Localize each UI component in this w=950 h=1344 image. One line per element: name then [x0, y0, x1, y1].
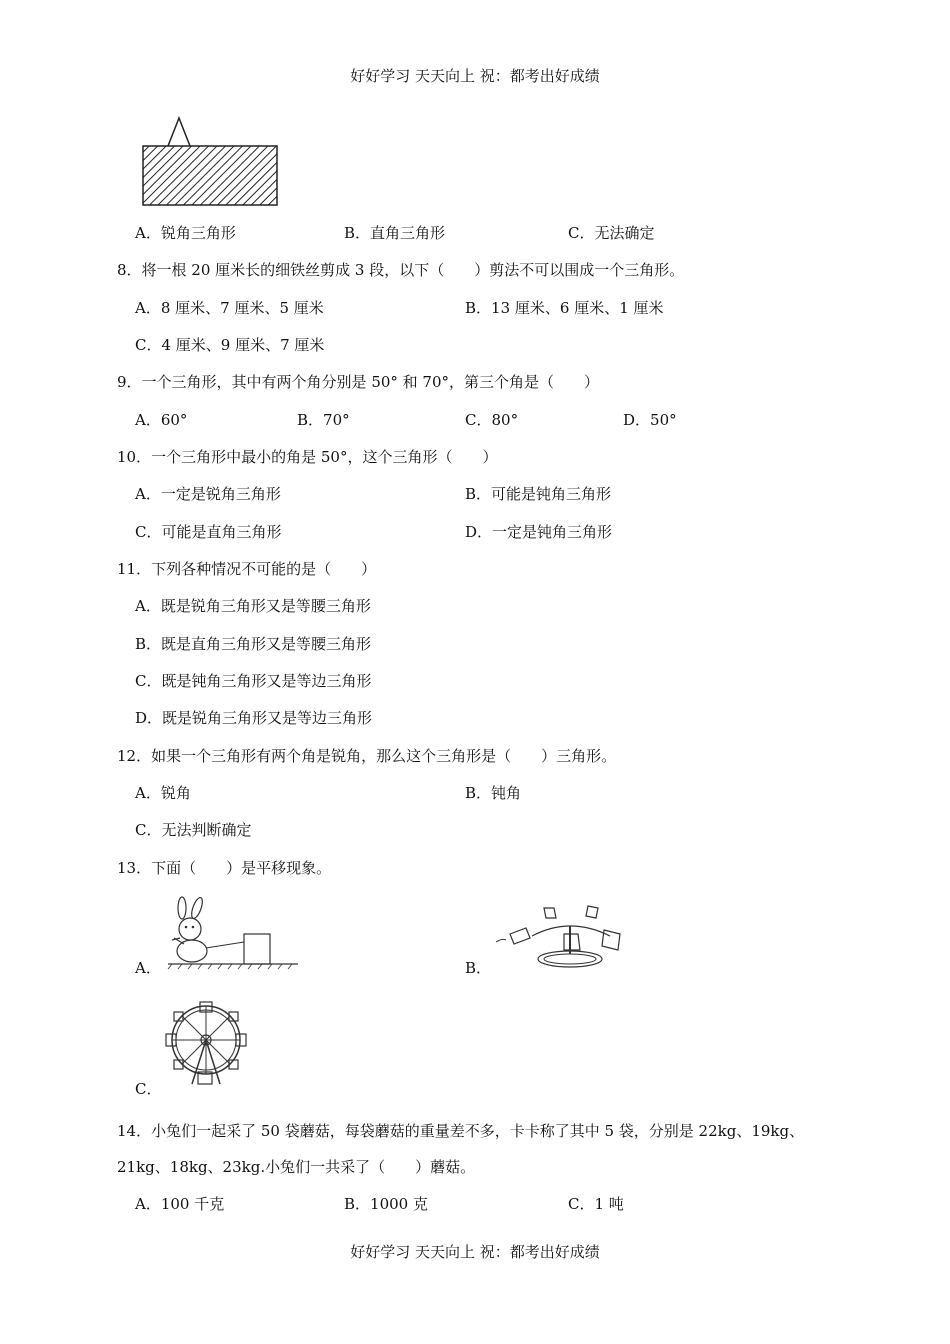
q9-option-c: C．80° [465, 411, 519, 429]
q12-stem: 12．如果一个三角形有两个角是锐角，那么这个三角形是（ ）三角形。 [117, 747, 617, 765]
q14-stem-line1: 14．小兔们一起采了 50 袋蘑菇，每袋蘑菇的重量差不多，卡卡称了其中 5 袋，分别是 22kg、19kg、 [117, 1122, 805, 1140]
q12-option-b: B．钝角 [465, 784, 522, 802]
q10-option-d: D．一定是钝角三角形 [465, 523, 613, 541]
q11-option-c: C．既是钝角三角形又是等边三角形 [135, 672, 372, 690]
q11-option-d: D．既是锐角三角形又是等边三角形 [135, 709, 373, 727]
q14-stem-line2: 21kg、18kg、23kg.小兔们一共采了（ ）蘑菇。 [117, 1158, 476, 1176]
q12-option-c: C．无法判断确定 [135, 821, 252, 839]
q7-option-a: A．锐角三角形 [135, 224, 236, 242]
q14-option-a: A．100 千克 [135, 1195, 225, 1213]
page-footer: 好好学习 天天向上 祝：都考出好成绩 [350, 1243, 600, 1261]
q13-option-a: A． [135, 959, 161, 977]
q14-option-c: C．1 吨 [568, 1195, 624, 1213]
q9-option-b: B．70° [297, 411, 350, 429]
q11-option-a: A．既是锐角三角形又是等腰三角形 [135, 597, 371, 615]
rabbit-pulling-box-figure [160, 896, 300, 970]
q13-option-b: B． [465, 959, 492, 977]
hanging-board-figure [138, 114, 283, 210]
q9-option-a: A．60° [135, 411, 188, 429]
carousel-figure [492, 904, 637, 972]
q11-stem: 11．下列各种情况不可能的是（ ） [117, 560, 377, 578]
q8-stem: 8．将一根 20 厘米长的细铁丝剪成 3 段，以下（ ）剪法不可以围成一个三角形。 [117, 261, 685, 279]
q13-option-c: C． [135, 1080, 162, 1098]
q10-stem: 10．一个三角形中最小的角是 50°，这个三角形（ ） [117, 448, 498, 466]
q9-stem: 9．一个三角形，其中有两个角分别是 50° 和 70°，第三个角是（ ） [117, 373, 600, 391]
q7-option-b: B．直角三角形 [344, 224, 446, 242]
q13-stem: 13．下面（ ）是平移现象。 [117, 859, 332, 877]
q12-option-a: A．锐角 [135, 784, 191, 802]
ferris-wheel-figure [162, 1000, 250, 1088]
q8-option-b: B．13 厘米、6 厘米、1 厘米 [465, 299, 664, 317]
q8-option-a: A．8 厘米、7 厘米、5 厘米 [135, 299, 324, 317]
q10-option-a: A．一定是锐角三角形 [135, 485, 281, 503]
q7-option-c: C．无法确定 [568, 224, 655, 242]
q11-option-b: B．既是直角三角形又是等腰三角形 [135, 635, 372, 653]
q10-option-b: B．可能是钝角三角形 [465, 485, 612, 503]
q8-option-c: C．4 厘米、9 厘米、7 厘米 [135, 336, 325, 354]
q14-option-b: B．1000 克 [344, 1195, 428, 1213]
page-header: 好好学习 天天向上 祝：都考出好成绩 [350, 67, 600, 85]
q9-option-d: D．50° [623, 411, 677, 429]
q10-option-c: C．可能是直角三角形 [135, 523, 282, 541]
